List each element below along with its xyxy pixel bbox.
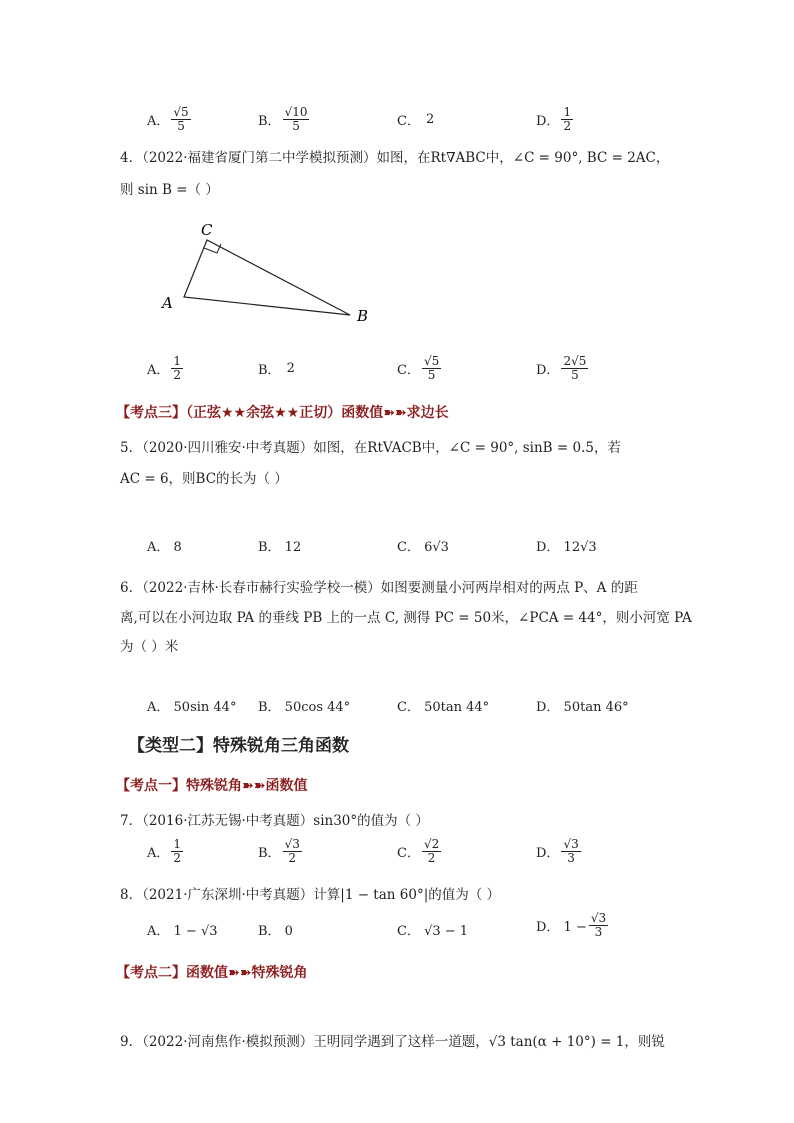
vertex-c: C <box>201 221 213 239</box>
q3-option-a: A． $\frac{√5}{5}$ <box>147 105 189 133</box>
q8-option-a: A． 1 − √3 <box>147 924 218 939</box>
q7-option-a: A． $\frac{1}{2}$ <box>147 837 182 865</box>
q5-option-d: D． 12√3 <box>536 540 597 555</box>
q4-option-c: C． $\frac{√5}{5}$ <box>397 354 440 382</box>
section-heading-kaodian-1: 【考点一】特殊锐角➽➽函数值 <box>116 778 308 794</box>
q6-stem-line2: 离,可以在小河边取 PA 的垂线 PB 上的一点 C, 测得 PC = 50米，∠PCA = 44°，则小河宽 PA <box>120 610 692 626</box>
q7-option-d: D． $\frac{√3}{3}$ <box>536 837 579 865</box>
vertex-a: A <box>162 294 173 312</box>
q7-option-c: C． $\frac{√2}{2}$ <box>397 837 440 865</box>
q7-stem: 7．（2016·江苏无锡·中考真题）sin30°的值为（ ） <box>120 813 429 829</box>
q6-stem-line3: 为（ ）米 <box>120 639 179 655</box>
q4-stem-line2: 则 sin B =（ ） <box>120 182 219 198</box>
q3-option-b: B． $\frac{√10}{5}$ <box>258 105 308 133</box>
section-heading-type-2: 【类型二】特殊锐角三角函数 <box>128 736 349 756</box>
right-triangle-figure <box>150 215 380 330</box>
q8-stem: 8．（2021·广东深圳·中考真题）计算|1 − tan 60°|的值为（ ） <box>120 887 501 903</box>
q8-option-c: C． √3 − 1 <box>397 924 469 939</box>
q4-option-b: B． 2 <box>258 361 295 378</box>
q6-option-b: B． 50cos 44° <box>258 700 351 715</box>
q5-option-c: C． 6√3 <box>397 540 449 555</box>
section-heading-kaodian-2: 【考点二】函数值➽➽特殊锐角 <box>116 965 308 981</box>
q5-option-a: A． 8 <box>147 540 182 555</box>
q5-stem-line2: AC = 6，则BC的长为（ ） <box>120 471 288 487</box>
q6-option-c: C． 50tan 44° <box>397 700 490 715</box>
q4-stem-line1: 4．（2022·福建省厦门第二中学模拟预测）如图，在Rt∇ABC中，∠C = 90°, BC = 2AC， <box>120 150 670 166</box>
q4-option-d: D． $\frac{2√5}{5}$ <box>536 354 587 382</box>
q4-option-a: A． $\frac{1}{2}$ <box>147 354 182 382</box>
triangle-abc <box>184 240 350 315</box>
q9-stem: 9．（2022·河南焦作·模拟预测）王明同学遇到了这样一道题，√3 tan(α + 10°) = 1，则锐 <box>120 1034 665 1050</box>
q7-option-b: B． $\frac{√3}{2}$ <box>258 837 300 865</box>
q3-option-c: C． 2 <box>397 112 435 129</box>
q6-option-d: D． 50tan 46° <box>536 700 629 715</box>
vertex-b: B <box>357 307 369 325</box>
section-heading-kaodian-3: 【考点三】（正弦★★余弦★★正切）函数值➽➽求边长 <box>116 405 449 421</box>
q8-option-b: B． 0 <box>258 924 293 939</box>
q5-stem-line1: 5．（2020·四川雅安·中考真题）如图，在RtVACB中，∠C = 90°, sinB = 0.5，若 <box>120 440 621 456</box>
q5-option-b: B． 12 <box>258 540 302 555</box>
q6-stem-line1: 6．（2022·吉林·长春市赫行实验学校一模）如图要测量小河两岸相对的两点 P、A 的距 <box>120 580 638 596</box>
q6-option-a: A． 50sin 44° <box>147 700 237 715</box>
q3-option-d: D． $\frac{1}{2}$ <box>536 105 572 133</box>
q8-option-d: D． 1 − $\frac{√3}{3}$ <box>536 911 607 939</box>
